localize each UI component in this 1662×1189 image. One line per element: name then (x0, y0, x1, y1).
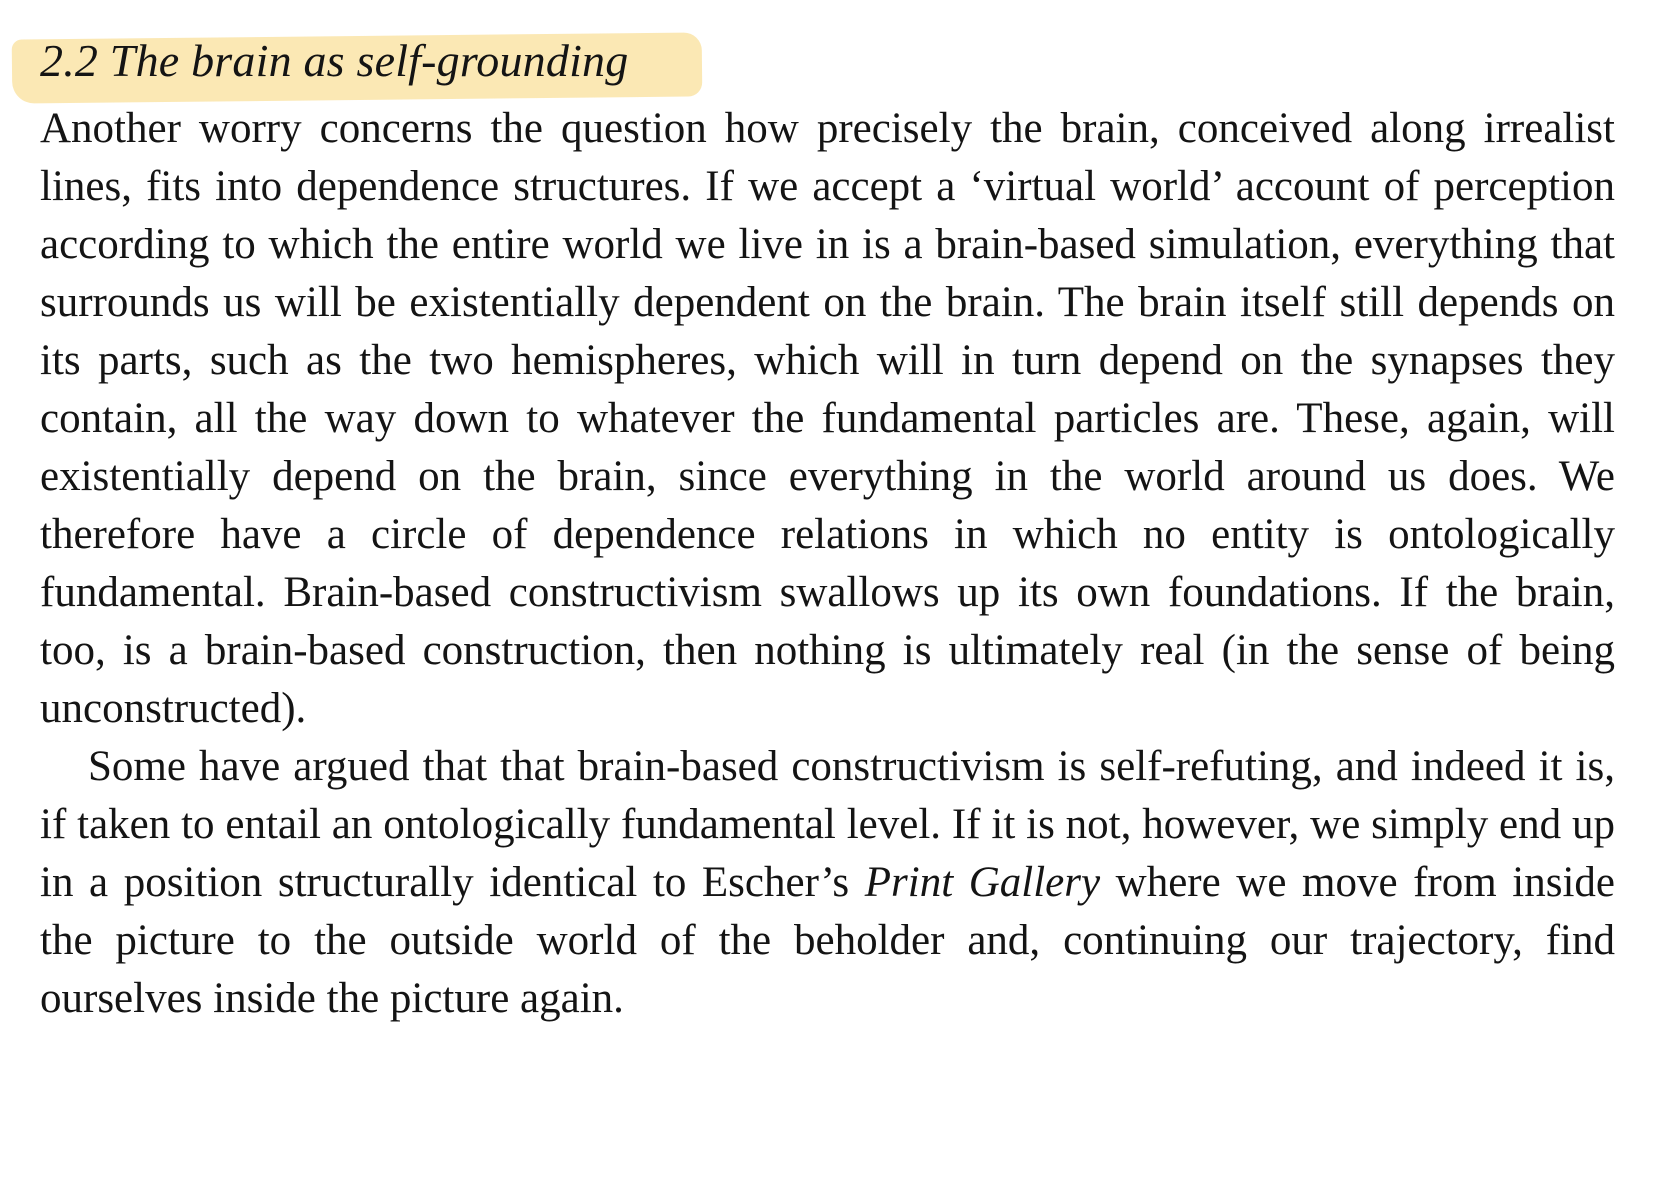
paragraph-2 (40, 738, 1615, 1028)
section-heading-wrapper (40, 28, 628, 94)
section-heading: 2.2 The brain as self-grounding (40, 35, 629, 86)
paragraph-1: Another worry concerns the question how precisely the brain, conceived along irrealist lines, fits into dependence structures. If we accept a ‘virtual world’ account of perception according to which the entire world we live in is a brain-based simulation, everything that surrounds us will be existentially dependent on the brain. The brain itself still depends on its parts, such as the two hemispheres, which will in turn depend on the synapses they contain, all the way down to whatever the fundamental particles are. These, again, will existentially depend on the brain, since everything in the world around us does. We therefore have a circle of dependence relations in which no entity is ontologically fundamental. Brain-based constructivism swallows up its own foundations. If the brain, too, is a brain-based construction, then nothing is ultimately real (in the sense of being unconstructed). (40, 105, 1615, 732)
paragraph-2-text-before: Some have argued that that brain-based constructivism is self-refuting, and indeed it is, if taken to entail an ontologically fundamental level. If it is not, however, we simply end up in a position structurally identical to Escher’s (40, 743, 1615, 906)
artwork-title: Print Gallery (864, 859, 1101, 906)
document-page (40, 28, 1615, 1028)
paragraph-2-text-after: where we move from inside the picture to the outside world of the beholder and, continuing our trajectory, find ourselves inside the picture again. (40, 859, 1615, 1022)
